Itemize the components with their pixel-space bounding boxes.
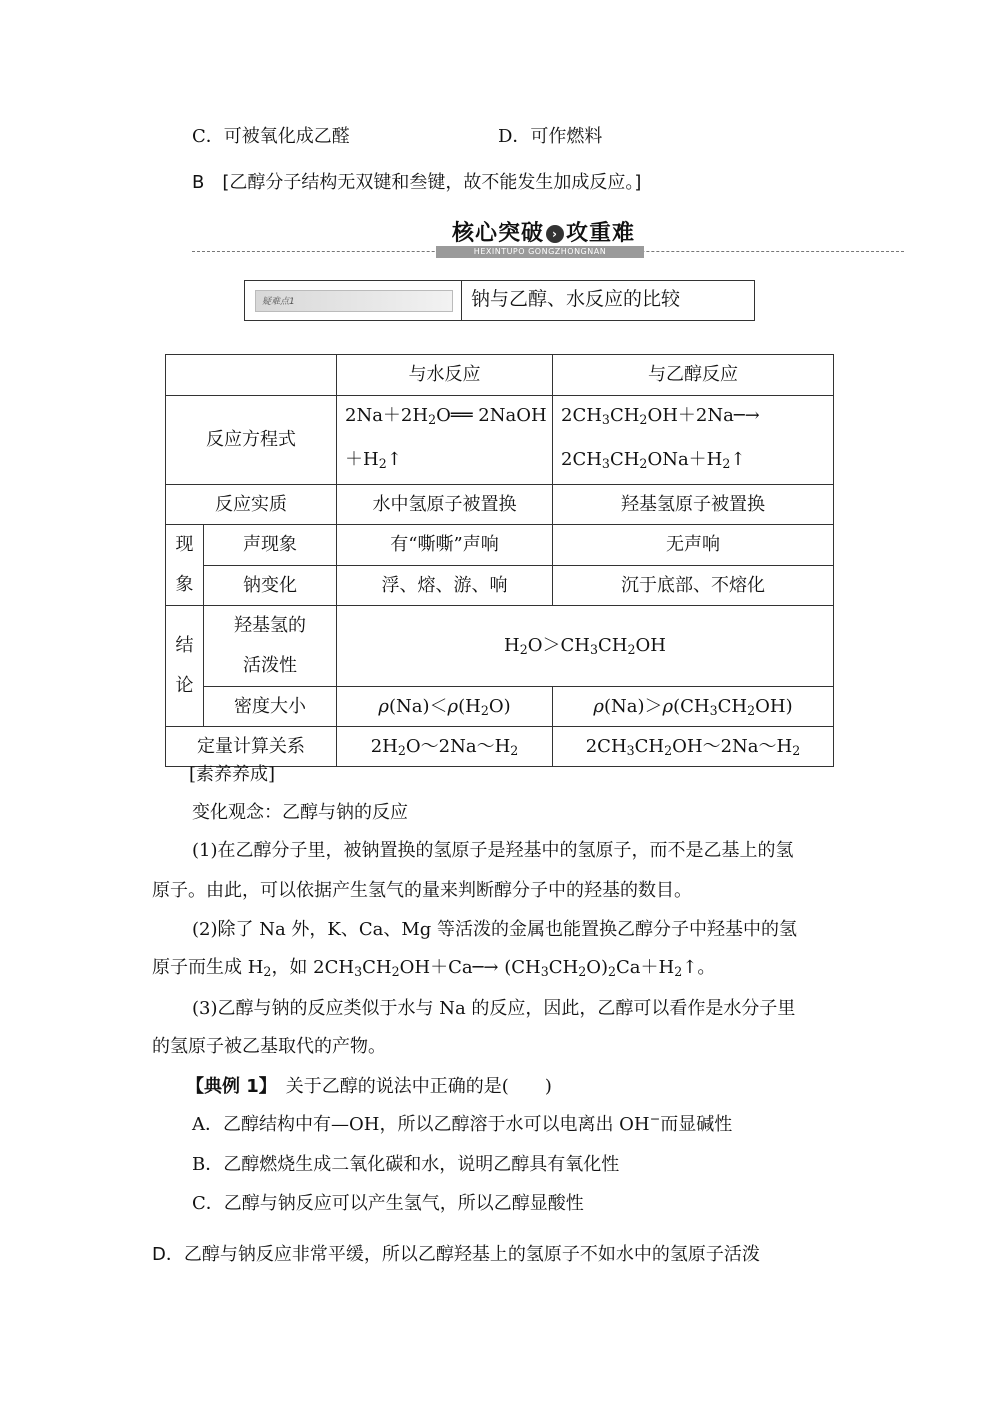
row-label-sound: 声现象 [204, 525, 337, 566]
para2-line2: 原子而生成 $H_2$，如 $2CH_3CH_2OH+Ca─\to$ $(CH_3CH_2O)_2Ca+H_2↑$。 [152, 957, 716, 980]
ethanol-sound: 无声响 [553, 525, 834, 566]
para3-line1: (3)乙醇与钠的反应类似于水与 Na 的反应，因此，乙醇可以看作是水分子里 [192, 998, 796, 1019]
water-equation: $2Na+2H_2O══$ 2NaOH $+H_2↑$ [337, 396, 553, 485]
arrow-icon: › [546, 225, 564, 243]
section-pinyin: HEXINTUPO GONGZHONGNAN [436, 246, 644, 258]
section-header [192, 214, 904, 270]
example-option-c: C．乙醇与钠反应可以产生氢气，所以乙醇显酸性 [192, 1193, 584, 1214]
example-question [186, 1072, 552, 1098]
header-blank-cell [166, 355, 337, 396]
para1-line2: 原子。由此，可以依据产生氢气的量来判断醇分子中的羟基的数目。 [152, 880, 692, 901]
para3-line2: 的氢原子被乙基取代的产物。 [152, 1036, 386, 1057]
group-phenomenon-char2: 象 [175, 574, 194, 596]
row-label-density: 密度大小 [204, 687, 337, 727]
section-title-part2: 攻重难 [566, 221, 636, 246]
example-option-d: D．乙醇与钠反应非常平缓，所以乙醇羟基上的氢原子不如水中的氢原子活泼 [152, 1244, 760, 1265]
group-conclusion-char1: 结 [175, 635, 194, 657]
key-point-badge [255, 290, 453, 312]
row-label-equation: 反应方程式 [166, 396, 337, 485]
example-question-text: 关于乙醇的说法中正确的是( ) [267, 1076, 552, 1097]
group-label-conclusion [166, 606, 204, 727]
table-row [166, 355, 834, 396]
literacy-tag: [素养养成] [189, 764, 276, 785]
ethanol-quant: $2CH_3CH_2OH\sim 2Na\sim H_2$ [553, 727, 834, 767]
water-sodium: 浮、熔、游、响 [337, 565, 553, 606]
water-essence: 水中氢原子被置换 [337, 485, 553, 525]
table-row [166, 606, 834, 687]
literacy-heading: 变化观念：乙醇与钠的反应 [192, 802, 408, 823]
table-row [166, 525, 834, 566]
example-label: 【典例 1】 [186, 1076, 268, 1097]
water-sound: 有“嘶嘶”声响 [337, 525, 553, 566]
key-point-badge-cell [245, 281, 462, 320]
option-d: D．可作燃料 [498, 126, 603, 147]
ethanol-essence: 羟基氢原子被置换 [553, 485, 834, 525]
example-option-a: A．乙醇结构中有—OH，所以乙醇溶于水可以电离出 OH−而显碱性 [192, 1111, 733, 1135]
water-density: $\rho(Na)<\rho(H_2O)$ [337, 687, 553, 727]
section-title-part1: 核心突破 [452, 221, 545, 246]
comparison-table [165, 354, 834, 767]
key-point-badge-text: 疑难点1 [262, 297, 295, 307]
para1-line1: (1)在乙醇分子里，被钠置换的氢原子是羟基中的氢原子，而不是乙基上的氢 [192, 840, 794, 861]
table-row [166, 485, 834, 525]
ethanol-density: $\rho(Na)>\rho(CH_3CH_2OH)$ [553, 687, 834, 727]
group-conclusion-char2: 论 [175, 675, 194, 697]
option-c: C．可被氧化成乙醛 [192, 126, 350, 147]
example-option-b: B．乙醇燃烧生成二氧化碳和水，说明乙醇具有氧化性 [192, 1154, 620, 1175]
ethanol-equation: $2CH_3CH_2OH+2Na─\to$ $2CH_3CH_2ONa+H_2↑$ [553, 396, 834, 485]
table-row [166, 565, 834, 606]
section-title [446, 216, 641, 247]
row-label-hydroxyl-line2: 活泼性 [243, 655, 297, 677]
row-label-sodium: 钠变化 [204, 565, 337, 606]
table-row [166, 687, 834, 727]
hydroxyl-activity-comparison: $H_2O>CH_3CH_2OH$ [337, 606, 834, 687]
row-label-essence: 反应实质 [166, 485, 337, 525]
row-label-quant: 定量计算关系 [166, 727, 337, 767]
water-quant: $2H_2O\sim 2Na\sim H_2$ [337, 727, 553, 767]
table-row [166, 396, 834, 485]
col-header-water: 与水反应 [337, 355, 553, 396]
answer-explanation: B [乙醇分子结构无双键和叁键，故不能发生加成反应。] [192, 172, 642, 193]
key-point-box [244, 280, 755, 321]
col-header-ethanol: 与乙醇反应 [553, 355, 834, 396]
row-label-hydroxyl-line1: 羟基氢的 [234, 615, 306, 637]
row-label-hydroxyl [204, 606, 337, 687]
ethanol-sodium: 沉于底部、不熔化 [553, 565, 834, 606]
key-point-title: 钠与乙醇、水反应的比较 [471, 288, 681, 310]
para2-line1: (2)除了 Na 外，K、Ca、Mg 等活泼的金属也能置换乙醇分子中羟基中的氢 [192, 919, 798, 940]
group-phenomenon-char1: 现 [175, 534, 194, 556]
group-label-phenomenon [166, 525, 204, 606]
